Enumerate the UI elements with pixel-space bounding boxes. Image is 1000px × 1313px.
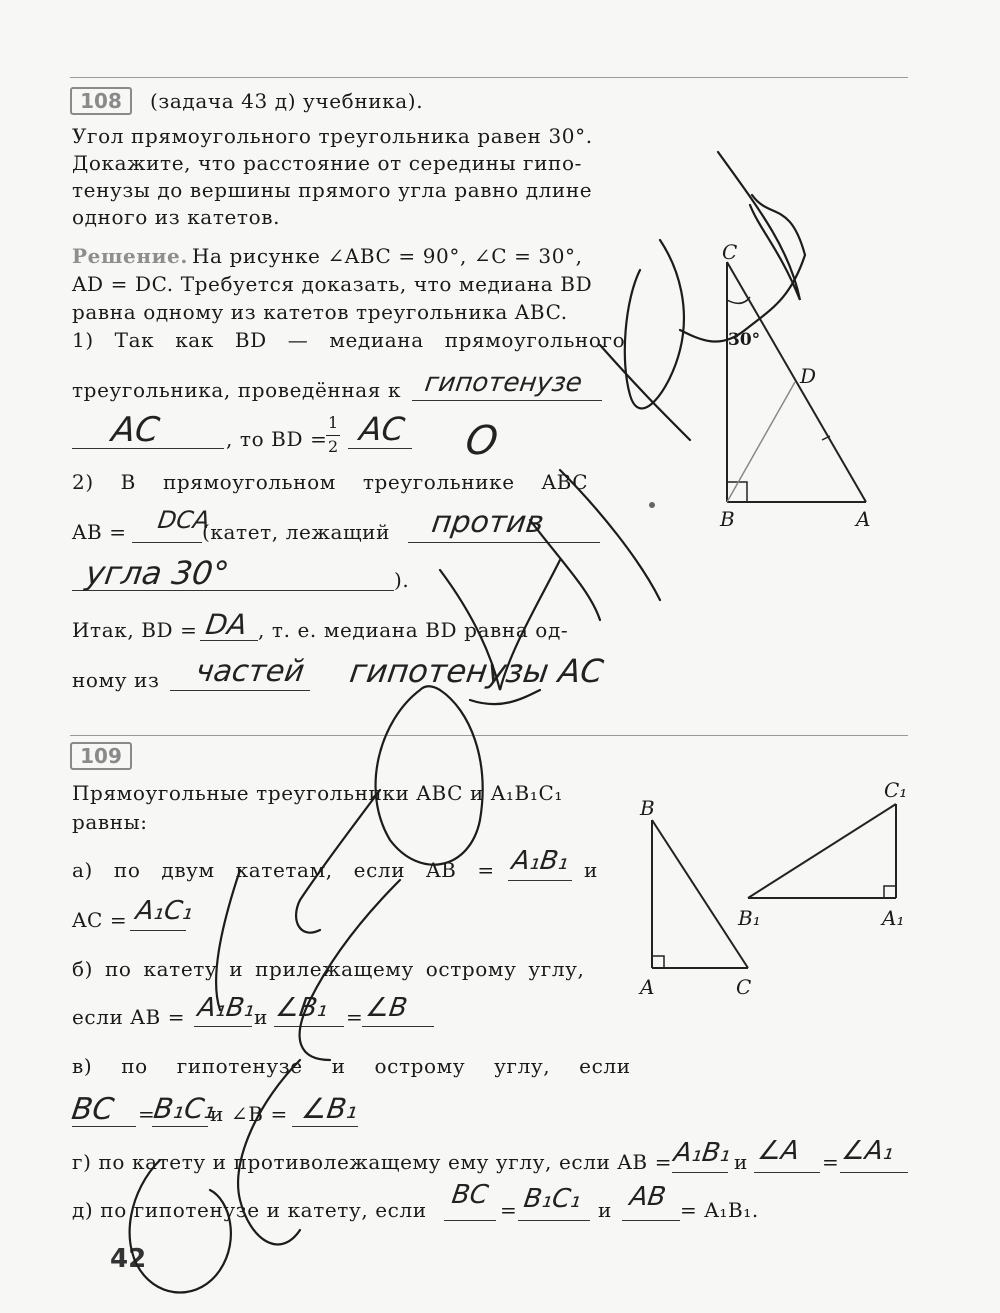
task-108-statement-2: Докажите, что расстояние от середины гипо- (72, 151, 582, 175)
fig109-label-a1: A₁ (882, 906, 905, 930)
step2-mid: (катет, лежащий (202, 520, 391, 544)
item-v-and: и ∠B = (210, 1102, 288, 1126)
fig109-label-b1: B₁ (738, 906, 761, 930)
item-d-and: и (598, 1198, 612, 1222)
fig108-triangle (727, 262, 866, 502)
fig108-label-c: C (722, 240, 738, 264)
hw-zero: O (462, 418, 501, 464)
fig108-label-b: B (720, 507, 735, 531)
task-109-intro-b: равны: (72, 810, 148, 834)
item-d-line: д) по гипотенузе и катету, если (72, 1198, 427, 1222)
item-a-and: и (584, 858, 598, 882)
conclusion-a-post: , т. е. медиана BD равна од- (258, 618, 569, 642)
hw-d3: AB (627, 1182, 668, 1212)
frac-num: 1 (328, 413, 339, 432)
hw-b2: ∠B₁ (273, 993, 330, 1023)
hw-angle30: угла 30° (83, 554, 232, 592)
fig108-angle-label: 30° (728, 330, 761, 350)
handwritten-scribbles (130, 152, 805, 1293)
item-v-line1: в) по гипотенузе и острому углу, если (72, 1054, 631, 1078)
hw-g1: A₁B₁ (671, 1138, 733, 1168)
solution-line-2: AD = DC. Требуется доказать, что медиана BD (72, 272, 593, 296)
hw-opposite: против (429, 505, 547, 540)
hw-d2: B₁C₁ (521, 1184, 583, 1214)
conclusion-a-pre: Итак, BD = (72, 618, 198, 642)
hw-g3: ∠A₁ (839, 1136, 896, 1166)
hw-a1: A₁B₁ (509, 846, 571, 876)
frac-den: 2 (328, 437, 339, 456)
solution-line-1: На рисунке ∠ABC = 90°, ∠C = 30°, (192, 244, 583, 268)
item-g-and: и (734, 1150, 748, 1174)
task-108-statement-1: Угол прямоугольного треугольника равен 30°. (72, 124, 593, 148)
step2-line-a: 2) В прямоугольном треугольнике ABC (72, 470, 589, 494)
step1-line-c: , то BD = (226, 427, 328, 451)
conclusion-b: ному из (72, 668, 160, 692)
fig109-label-c: C (736, 975, 752, 999)
fig109-triangles (652, 804, 896, 968)
hw-g2: ∠A (755, 1136, 802, 1166)
task-109-intro-a: Прямоугольные треугольники ABC и A₁B₁C₁ (72, 781, 563, 805)
item-d-end: = A₁B₁. (680, 1198, 759, 1222)
hw-a2: A₁C₁ (133, 896, 195, 926)
item-a-line2: AC = (72, 908, 128, 932)
task-108-statement-3: тенузы до вершины прямого угла равно длине (72, 178, 593, 202)
item-b-line2: если AB = (72, 1005, 186, 1029)
hw-ac-1: AC (109, 410, 162, 450)
hw-parts: частей (193, 654, 307, 689)
hw-hypotenuse: гипотенузе (422, 368, 584, 398)
step2-ab: AB = (72, 520, 127, 544)
task-108-statement-4: одного из катетов. (72, 205, 281, 229)
item-a-line1: а) по двум катетам, если AB = (72, 858, 495, 882)
hw-rest: гипотенузы AC (347, 652, 606, 690)
task-108-source: (задача 43 д) учебника). (150, 89, 424, 113)
item-g-eq: = (822, 1150, 840, 1174)
fig108-label-a: A (856, 507, 871, 531)
item-b-and: и (254, 1005, 268, 1029)
hw-da: DA (203, 608, 250, 641)
solution-line-3: равна одному из катетов треугольника ABC. (72, 300, 568, 324)
hw-d1: BC (449, 1180, 491, 1210)
step2-end: ). (394, 568, 410, 592)
fig108-label-d: D (800, 364, 817, 388)
hw-v2: B₁C₁ (151, 1092, 218, 1125)
hw-v3: ∠B₁ (299, 1092, 360, 1125)
solution-label: Решение. (72, 244, 188, 268)
item-b-eq: = (346, 1005, 364, 1029)
task-109-number: 109 (70, 742, 132, 770)
fig109-label-b: B (640, 796, 655, 820)
fig109-label-c1: C₁ (884, 778, 908, 802)
hw-ac-2: AC (357, 410, 407, 448)
hw-dca: DCA (156, 506, 212, 534)
step1-line-a: 1) Так как BD — медиана прямоугольного (72, 328, 626, 352)
item-g-line: г) по катету и противолежащему ему углу, если AB = (72, 1150, 673, 1174)
page-number: 42 (110, 1244, 147, 1274)
task-108-number: 108 (70, 87, 132, 115)
hw-b3: ∠B (363, 993, 410, 1023)
step1-line-b: треугольника, проведённая к (72, 378, 402, 402)
item-d-eq: = (500, 1198, 518, 1222)
item-v-eq: = (138, 1102, 156, 1126)
hw-v1: BC (69, 1092, 116, 1127)
item-b-line1: б) по катету и прилежащему острому углу, (72, 957, 585, 981)
fig109-label-a: A (640, 975, 655, 999)
hw-b1: A₁B₁ (195, 993, 257, 1023)
